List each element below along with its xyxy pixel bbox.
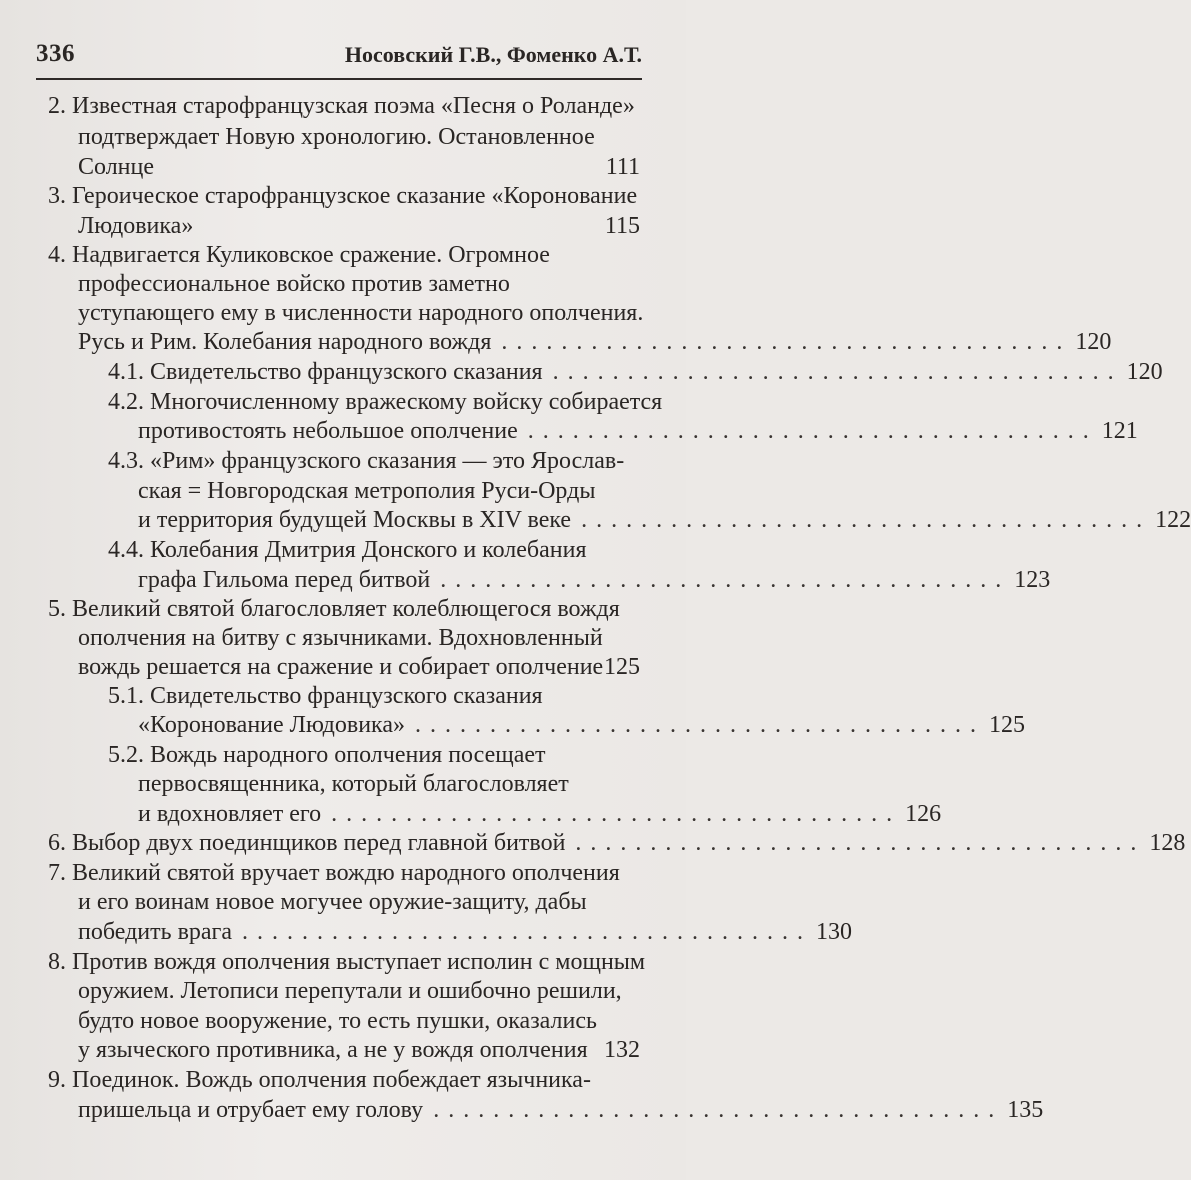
- toc-entry-4-page: 120: [1075, 329, 1112, 355]
- toc-entry-5-1-title-end: «Коронование Людовика»: [138, 712, 405, 738]
- toc-entry-4-4-line-1: 4.4. Колебания Дмитрия Донского и колебания: [108, 537, 587, 563]
- toc-entry-3-line-2: [78, 212, 640, 240]
- toc-entry-2-line-3: [78, 153, 640, 181]
- toc-entry-7-line-1: 7. Великий святой вручает вождю народного ополчения: [48, 860, 620, 886]
- toc-entry-8-line-2: оружием. Летописи перепутали и ошибочно решили,: [78, 978, 622, 1004]
- leader-dots: ......................................: [415, 712, 985, 738]
- toc-entry-4-3-line-1: 4.3. «Рим» французского сказания — это Ярослав-: [108, 448, 625, 474]
- toc-entry-4-4-line-2: [138, 566, 1051, 594]
- toc-entry-5-line-1: 5. Великий святой благословляет колеблющегося вождя: [48, 596, 620, 622]
- toc-entry-5-title-end: вождь решается на сражение и собирает ополчение: [78, 654, 604, 680]
- toc-entry-4-line-1: 4. Надвигается Куликовское сражение. Огромное: [48, 242, 550, 268]
- toc-entry-2-page: 111: [605, 154, 640, 180]
- toc-entry-2-line-1: 2. Известная старофранцузская поэма «Песня о Роланде»: [48, 93, 635, 119]
- toc-entry-8-line-4: [78, 1036, 640, 1064]
- toc-entry-4-3-line-3: [138, 506, 1191, 534]
- toc-entry-5-2-title-end: и вдохновляет его: [138, 801, 322, 827]
- toc-entry-7-page: 130: [816, 919, 853, 945]
- toc-entry-4-title-end: Русь и Рим. Колебания народного вождя: [78, 329, 492, 355]
- toc-entry-5-2-page: 126: [905, 801, 942, 827]
- toc-entry-5-2-line-3: [138, 800, 942, 828]
- toc-entry-3-line-1: 3. Героическое старофранцузское сказание «Коронование: [48, 183, 638, 209]
- toc-entry-6: [48, 829, 1186, 857]
- toc-entry-4-2-page: 121: [1101, 418, 1138, 444]
- leader-dots: ......................................: [527, 418, 1098, 444]
- toc-entry-4-2-title-end: противостоять небольшое ополчение: [138, 418, 518, 444]
- toc-entry-4-2-line-2: [138, 417, 1138, 445]
- toc-entry-5-1-line-2: [138, 711, 1025, 739]
- toc-entry-5-line-2: ополчения на битву с язычниками. Вдохновленный: [78, 625, 603, 651]
- toc-entry-2-title-end: Солнце: [78, 154, 155, 180]
- toc-entry-5-page: 125: [604, 654, 640, 680]
- toc-entry-9-line-1: 9. Поединок. Вождь ополчения побеждает язычника-: [48, 1067, 591, 1093]
- toc-entry-5-2-line-2: первосвященника, который благословляет: [138, 771, 569, 797]
- toc-entry-9-title-end: пришельца и отрубает ему голову: [78, 1097, 424, 1123]
- toc-entry-4-3-page: 122: [1155, 507, 1191, 533]
- toc-entry-4-4-page: 123: [1014, 567, 1051, 593]
- leader-dots: ......................................: [331, 801, 902, 827]
- leader-dots: ......................................: [440, 567, 1011, 593]
- toc-entry-4-line-3: уступающего ему в численности народного ополчения.: [78, 300, 644, 326]
- toc-entry-7-line-3: [78, 918, 853, 946]
- toc-entry-8-line-3: будто новое вооружение, то есть пушки, оказались: [78, 1008, 597, 1034]
- toc-entry-4-1-title: 4.1. Свидетельство французского сказания: [108, 359, 543, 385]
- page-header: [36, 38, 642, 80]
- toc-entry-3-page: 115: [604, 213, 640, 239]
- page-number: 336: [36, 40, 75, 67]
- toc-entry-4-line-4: [78, 328, 1112, 356]
- toc-entry-7-title-end: победить врага: [78, 919, 233, 945]
- leader-dots: ......................................: [242, 919, 813, 945]
- toc-entry-4-3-title-end: и территория будущей Москвы в XIV веке: [138, 507, 572, 533]
- toc-entry-5-1-page: 125: [989, 712, 1025, 738]
- toc-entry-8-line-1: 8. Против вождя ополчения выступает исполин с мощным: [48, 949, 646, 975]
- toc-entry-9-line-2: [78, 1096, 1044, 1124]
- toc-entry-4-2-line-1: 4.2. Многочисленному вражескому войску собирается: [108, 389, 663, 415]
- leader-dots: ......................................: [552, 359, 1123, 385]
- toc-entry-4-line-2: профессиональное войско против заметно: [78, 271, 510, 297]
- toc-entry-9-page: 135: [1007, 1097, 1044, 1123]
- toc-entry-4-4-title-end: графа Гильома перед битвой: [138, 567, 431, 593]
- toc-entry-8-title-end: у языческого противника, а не у вождя ополчения: [78, 1037, 588, 1063]
- running-head: Носовский Г.В., Фоменко А.Т.: [344, 42, 642, 67]
- leader-dots: ......................................: [501, 329, 1072, 355]
- toc-entry-5-line-3: [78, 653, 640, 681]
- toc-entry-3-title-end: Людовика»: [78, 213, 194, 239]
- toc-entry-5-2-line-1: 5.2. Вождь народного ополчения посещает: [108, 742, 546, 768]
- toc-entry-5-1-line-1: 5.1. Свидетельство французского сказания: [108, 683, 543, 709]
- toc-entry-2-line-2: подтверждает Новую хронологию. Остановленное: [78, 124, 595, 150]
- leader-dots: ......................................: [581, 507, 1152, 533]
- toc-entry-4-1: [108, 358, 1163, 386]
- leader-dots: ......................................: [575, 830, 1146, 856]
- toc-entry-6-page: 128: [1149, 830, 1186, 856]
- toc-entry-4-1-page: 120: [1126, 359, 1163, 385]
- toc-entry-7-line-2: и его воинам новое могучее оружие-защиту, дабы: [78, 889, 587, 915]
- toc-entry-8-page: 132: [604, 1037, 640, 1063]
- toc-entry-4-3-line-2: ская = Новгородская метрополия Руси-Орды: [138, 478, 596, 504]
- leader-dots: ......................................: [433, 1097, 1004, 1123]
- toc-entry-6-title: 6. Выбор двух поединщиков перед главной битвой: [48, 830, 566, 856]
